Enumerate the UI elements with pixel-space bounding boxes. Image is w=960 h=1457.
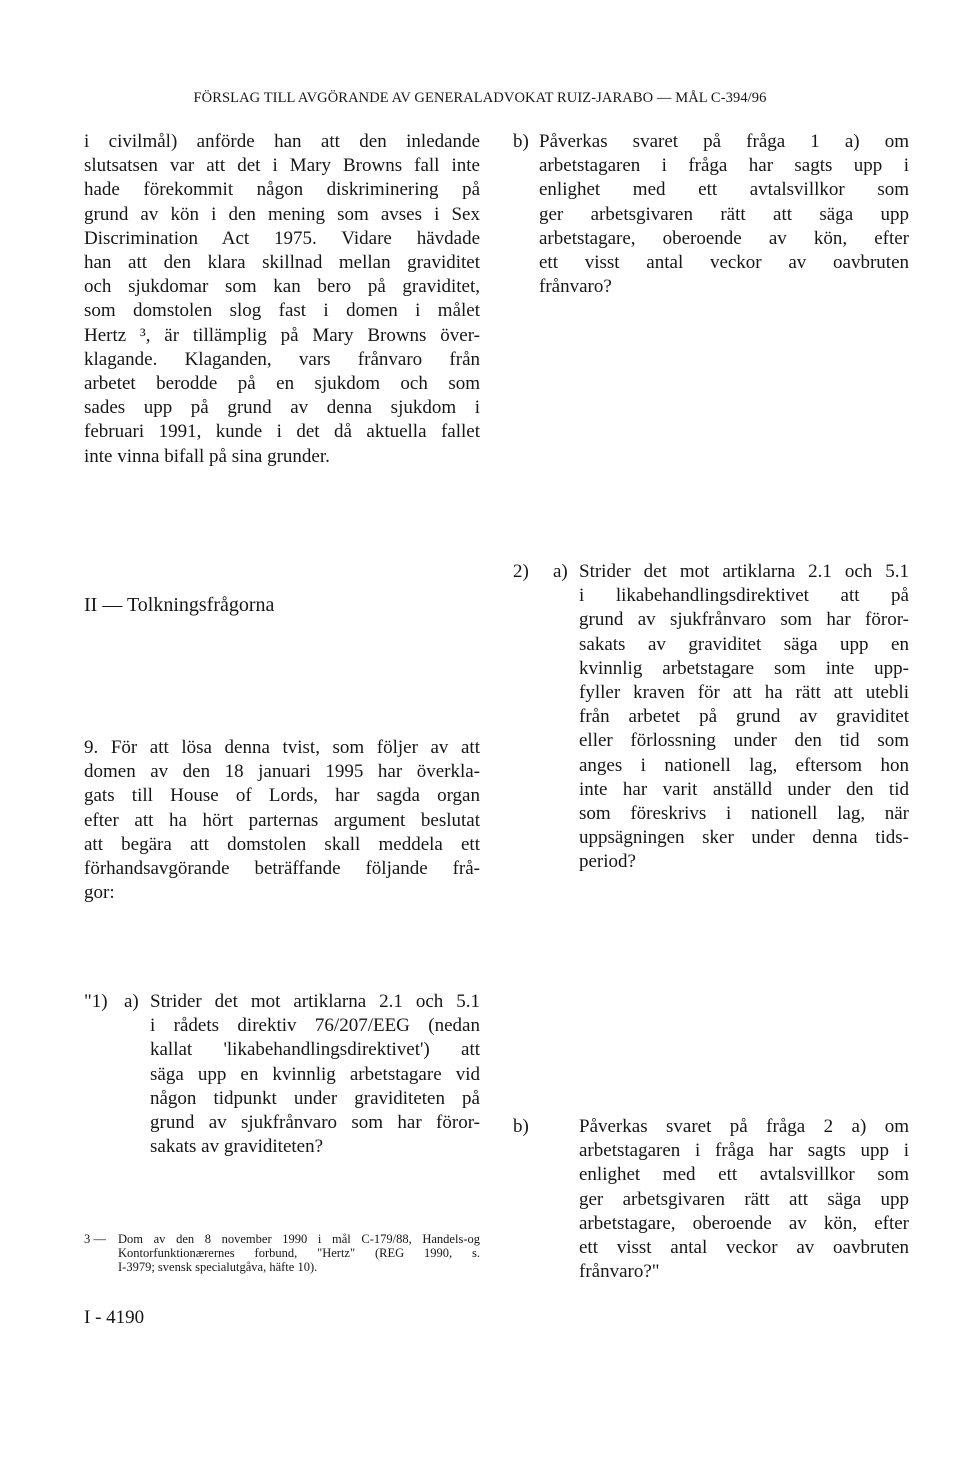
text-line: i civilmål) anförde han att den inledande — [84, 131, 480, 152]
text-line: arbetstagare, oberoende av kön, efter — [539, 227, 909, 249]
question-2a-text — [579, 560, 909, 875]
text-line: Hertz ³, är tillämplig på Mary Browns över- — [84, 324, 480, 346]
text-line: inte har varit anställd under den tid — [579, 778, 909, 800]
text-line: kvinnlig arbetstagare som inte upp- — [579, 657, 909, 679]
page-number: I - 4190 — [84, 1307, 145, 1328]
text-line: frånvaro?" — [579, 1261, 660, 1283]
paragraph-9 — [84, 736, 480, 905]
text-line: från arbetet på grund av graviditet — [579, 706, 909, 728]
text-line: arbetstagare, oberoende av kön, efter — [579, 1212, 909, 1234]
text-line: gor: — [84, 882, 115, 904]
question-1a-label: a) — [124, 991, 139, 1012]
text-line: sakats av graviditet säga upp en — [579, 633, 909, 655]
text-line: hade förekommit någon diskriminering på — [84, 179, 480, 201]
text-line: februari 1991, kunde i det då aktuella fallet — [84, 421, 480, 443]
question-2b-text — [579, 1115, 909, 1284]
section-title: II — Tolkningsfrågorna — [84, 594, 275, 616]
text-line: arbetstagaren i fråga har sagts upp i — [539, 155, 909, 177]
text-line: ett visst antal veckor av oavbruten — [579, 1237, 909, 1259]
text-line: att begära att domstolen skall meddela ett — [84, 833, 480, 855]
text-line: ger arbetsgivaren rätt att säga upp — [579, 1188, 909, 1210]
running-header: FÖRSLAG TILL AVGÖRANDE AV GENERALADVOKAT RUIZ-JARABO — MÅL C-394/96 — [193, 90, 767, 106]
text-line: i likabehandlingsdirektivet att på — [579, 585, 909, 607]
text-line: som föreskrivs i nationell lag, när — [579, 803, 909, 825]
footnote-text — [118, 1232, 480, 1274]
question-1b-label: b) — [513, 131, 529, 152]
question-2-number: 2) — [513, 561, 529, 582]
text-line: Strider det mot artiklarna 2.1 och 5.1 — [579, 561, 909, 582]
text-line: förhandsavgörande beträffande följande frå- — [84, 858, 480, 880]
text-line: uppsägningen sker under denna tids- — [579, 827, 909, 849]
text-line: period? — [579, 851, 636, 873]
footnote-marker: 3 — — [84, 1232, 106, 1246]
text-line: Dom av den 8 november 1990 i mål C-179/88, Handels-og — [118, 1232, 480, 1246]
paragraph-left-top — [84, 130, 480, 469]
text-line: han att den klara skillnad mellan graviditet — [84, 252, 480, 274]
text-line: enlighet med ett avtalsvillkor som — [579, 1164, 909, 1186]
text-line: eller förlossning under den tid som — [579, 730, 909, 752]
text-line: arbetstagaren i fråga har sagts upp i — [579, 1140, 909, 1162]
text-line: anges i nationell lag, eftersom hon — [579, 754, 909, 776]
question-1a-text — [150, 990, 480, 1159]
text-line: säga upp en kvinnlig arbetstagare vid — [150, 1063, 480, 1085]
text-line: Discrimination Act 1975. Vidare hävdade — [84, 227, 480, 249]
text-line: grund av sjukfrånvaro som har föror- — [579, 609, 909, 631]
text-line: slutsatsen var att det i Mary Browns fall inte — [84, 155, 480, 177]
text-line: och sjukdomar som kan bero på graviditet, — [84, 276, 480, 298]
text-line: kallat 'likabehandlingsdirektivet') att — [150, 1039, 480, 1061]
text-line: enlighet med ett avtalsvillkor som — [539, 179, 909, 201]
text-line: sakats av graviditeten? — [150, 1136, 324, 1158]
text-line: i rådets direktiv 76/207/EEG (nedan — [150, 1015, 480, 1037]
text-line: inte vinna bifall på sina grunder. — [84, 445, 330, 467]
text-line: domen av den 18 januari 1995 har överkla- — [84, 761, 480, 783]
question-2b-label: b) — [513, 1116, 529, 1137]
text-line: som domstolen slog fast i domen i målet — [84, 300, 480, 322]
text-line: efter att ha hört parternas argument beslutat — [84, 809, 480, 831]
text-line: Påverkas svaret på fråga 1 a) om — [539, 131, 909, 152]
question-2a-label: a) — [553, 561, 568, 582]
question-1b-text — [539, 130, 909, 299]
text-line: sades upp på grund av denna sjukdom i — [84, 397, 480, 419]
text-line: Påverkas svaret på fråga 2 a) om — [579, 1116, 909, 1137]
text-line: I-3979; svensk specialutgåva, häfte 10). — [118, 1260, 318, 1274]
text-line: ett visst antal veckor av oavbruten — [539, 252, 909, 274]
question-1-number: "1) — [84, 991, 108, 1012]
text-line: Kontorfunktionærernes forbund, "Hertz" (REG 1990, s. — [118, 1246, 480, 1260]
text-line: gats till House of Lords, har sagda organ — [84, 785, 480, 807]
text-line: någon tidpunkt under graviditeten på — [150, 1087, 480, 1109]
text-line: grund av kön i den mening som avses i Sex — [84, 203, 480, 225]
text-line: 9. För att lösa denna tvist, som följer av att — [84, 737, 480, 758]
text-line: grund av sjukfrånvaro som har föror- — [150, 1112, 480, 1134]
text-line: fyller kraven för att ha rätt att utebli — [579, 682, 909, 704]
text-line: klagande. Klaganden, vars frånvaro från — [84, 348, 480, 370]
text-line: frånvaro? — [539, 276, 612, 298]
text-line: Strider det mot artiklarna 2.1 och 5.1 — [150, 991, 480, 1012]
text-line: ger arbetsgivaren rätt att säga upp — [539, 203, 909, 225]
text-line: arbetet berodde på en sjukdom och som — [84, 373, 480, 395]
